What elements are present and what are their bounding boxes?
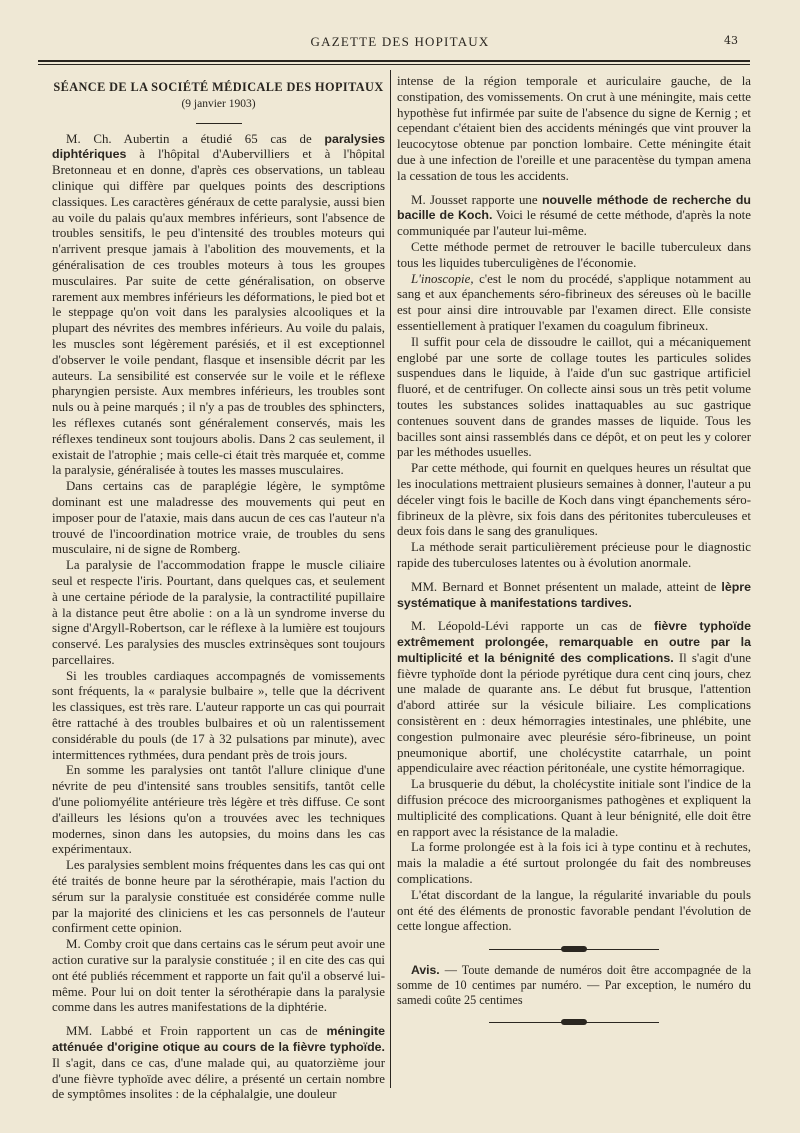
paragraph: Dans certains cas de paraplégie légère, le symptôme dominant est une maladresse des mouvements qui peut en imposer pour de l'ataxie, mais dans aucun de ces cas l'auteur n'a trouvé de l'incoordination motrice vraie, de troubles du sens musculaire, ni de signe de Romberg. [52, 479, 385, 557]
paragraph-jousset: M. Jousset rapporte une nouvelle méthode de recherche du bacille de Koch. Voici le résumé de cette méthode, d'après la note communiquée par l'auteur lui-même. [397, 192, 751, 239]
section-rule [196, 123, 242, 124]
page-header [0, 34, 800, 54]
paragraph: Il suffit pour cela de dissoudre le caillot, qui a mécaniquement englobé par une sorte de collage toutes les particules solides suspendues dans le liquide, à l'aide d'un suc gastrique artificiel fluoré, et de centrifuger. On collecte ainsi sous un très petit volume toutes les substances solides inattaquables au suc gastrique contenues souvent dans de grandes masses de liquide. Tous les bacilles sont ainsi rassemblés dans ce dépôt, et on peut les y colorer par les méthodes usuelles. [397, 334, 751, 460]
header-rule-thin [38, 64, 750, 65]
paragraph: La forme prolongée est à la fois ici à type continu et à rechutes, mais la maladie a été surtout prolongée du fait des nombreuses complications. [397, 840, 751, 887]
paragraph-labbe-froin: MM. Labbé et Froin rapportent un cas de méningite atténuée d'origine otique au cours de la fièvre typhoïde. Il s'agit, dans ce cas, d'une malade qui, au quatorzième jour d'une fièvre typhoïde avec délire, a présenté un certain nombre de symptômes insolites : de la céphalalgie, une douleur [52, 1024, 385, 1102]
paragraph: La méthode serait particulièrement précieuse pour le diagnostic rapide des tuberculoses latentes ou à évolution anormale. [397, 540, 751, 570]
paragraph: Cette méthode permet de retrouver le bacille tuberculeux dans tous les liquides tuberculigènes de l'économie. [397, 239, 751, 270]
subscription-notice: Avis. — Toute demande de numéros doit être accompagnée de la somme de 10 centimes par numéro. — Par exception, le numéro du samedi coûte 25 centimes [397, 963, 751, 1008]
section-date: (9 janvier 1903) [181, 97, 256, 110]
paragraph: Par cette méthode, qui fournit en quelques heures un résultat que les inoculations mettraient plusieurs semaines à donner, l'auteur a pu déceler vingt fois le bacille de Koch dans vingt épanchements séro-fibrineux de la plèvre, six fois dans des péritonites tuberculeuses et deux fois dans le sang des granuliques. [397, 461, 751, 539]
paragraph-aubertin: M. Ch. Aubertin a étudié 65 cas de paralysies diphtériques à l'hôpital d'Aubervilliers et à l'hôpital Bretonneau et en donne, d'après ces observations, un tableau clinique qui diffère par quelques points des descriptions classiques. Les caractères généraux de cette paralysie, aussi bien au voile du palais qu'aux membres inférieurs, sont l'absence de troubles sensitifs, le peu d'intensité des troubles moteurs qui n'arrivent presque jamais à l'abolition des mouvements, et la généralisation de ces troubles moteurs à tous les groupes musculaires. Par suite de cette généralisation, on observe rarement aux membres inférieurs les déformations, le pied bot et le steppage qu'on voit dans les paralysies alcooliques et la plupart des névrites des membres inférieurs. Au voile du palais, les muscles sont légèrement parésiés, et il est exceptionnel d'observer le voile pendant, flasque et insensible décrit par les auteurs. La sensibilité est conservée sur le voile et le réflexe pharyngien persiste. Aux membres inférieurs, les troubles sont nuls ou à peine marqués ; il n'y a pas de troubles des sphincters, les réflexes cutanés sont généralement conservés, mais les réflexes tendineux sont toujours abolis. Dans 2 cas seulement, il existait de l'atrophie ; mais celle-ci était très marquée et, comme la paralysie, généralisée à toutes les masses musculaires. [52, 131, 385, 478]
page-number: 43 [724, 34, 738, 47]
left-column [52, 74, 385, 1103]
header-rule-thick [38, 60, 750, 62]
section-title: SÉANCE DE LA SOCIÉTÉ MÉDICALE DES HOPITAUX [53, 80, 384, 94]
paragraph: Les paralysies semblent moins fréquentes dans les cas qui ont été traités de bonne heure par la sérothérapie, mais l'action du sérum sur la paralysie constituée est considérée comme nulle par la majorité des cliniciens et les cas personnels de l'auteur confirment cette opinion. [52, 858, 385, 936]
topic-heading: nouvelle méthode de recherche du bacille de Koch. [397, 192, 751, 223]
notice-label: Avis. [411, 963, 440, 978]
topic-heading: lèpre systématique à manifestations tardives. [397, 579, 751, 610]
ornament-divider [489, 945, 659, 953]
paragraph: La brusquerie du début, la cholécystite initiale sont l'indice de la diffusion précoce des microorganismes pathogènes et expliquent la multiplicité des complications. Quant à leur bénignité, elle doit être en rapport avec la résistance de la maladie. [397, 777, 751, 839]
topic-heading: paralysies diphtériques [52, 131, 385, 162]
paragraph-leopold-levi: M. Léopold-Lévi rapporte un cas de fièvre typhoïde extrêmement prolongée, remarquable en outre par la multiplicité et la bénignité des complications. Il s'agit d'une fièvre typhoïde dont la période pyrétique dura cent cinq jours, chez une malade de quarante ans. Le début fut brusque, l'attention d'abord attirée sur la vésicule biliaire. Les complications consistèrent en : deux hémorragies intestinales, une phlébite, une congestion pulmonaire avec pleurésie séro-fibrineuse, un point pneumonique abortif, une cholécystite catarrhale, un point appendiculaire avec réaction péritonéale, une cystite hémorragique. [397, 619, 752, 776]
ornament-divider [489, 1018, 659, 1026]
running-title: GAZETTE DES HOPITAUX [310, 34, 490, 49]
paragraph-comby: M. Comby croit que dans certains cas le sérum peut avoir une action curative sur la paralysie constituée ; il en cite des cas qui ont été publiés récemment et rapporte un fait qu'il a observé lui-même. Pour lui on doit tenter la sérothérapie dans la paralysie comme dans les autres manifestations de la diphtérie. [52, 937, 385, 1015]
paragraph: L'état discordant de la langue, la régularité invariable du pouls ont été des éléments de pronostic favorable pendant l'évolution de cette longue affection. [397, 887, 751, 934]
right-column [397, 74, 751, 1036]
paragraph: En somme les paralysies ont tantôt l'allure clinique d'une névrite de peu d'intensité sans troubles sensitifs, tantôt celle d'une poliomyélite antérieure très légère et très diffuse. Ce sont d'ailleurs les lésions qu'on a trouvées avec les techniques modernes, sinon dans les autopsies, du moins dans les cas expérimentaux. [52, 763, 385, 857]
paragraph-bernard-bonnet: MM. Bernard et Bonnet présentent un malade, atteint de lèpre systématique à manifestations tardives. [397, 579, 751, 610]
paragraph: La paralysie de l'accommodation frappe le muscle ciliaire seul et respecte l'iris. Pourtant, dans quelques cas, et seulement à une certaine période de la paralysie, la contractilité pupillaire à la distance peut être abolie : on a là un syndrome inverse du signe d'Argyll-Robertson, car le réflexe à la lumière est toujours conservé. Les paralysies des muscles extrinsèques sont toujours parcellaires. [52, 558, 385, 667]
paragraph: intense de la région temporale et auriculaire gauche, de la constipation, des vomissements. On crut à une méningite, mais cette hypothèse fut infirmée par suite de l'absence du signe de Kernig ; et cependant c'étaient bien des accidents méningés que vint prouver la leucocytose obtenue par ponction lombaire. Cette méningite était due à une infection de l'oreille et une paracentèse du tympan amena la cessation de tous les accidents. [397, 74, 751, 183]
topic-heading: fièvre typhoïde extrêmement prolongée, remarquable en outre par la multiplicité et la bénignité des complications. [397, 619, 751, 665]
paragraph: Si les troubles cardiaques accompagnés de vomissements sont fréquents, la « paralysie bulbaire », telle que la décrivent les classiques, est très rare. L'auteur rapporte un cas qui pourrait être rattaché à des troubles bulbaires et où un ralentissement considérable du pouls (de 17 à 32 pulsations par minute), avec intermittences rythmées, dura pendant près de trois jours. [52, 668, 385, 762]
column-divider [390, 70, 391, 1088]
topic-heading: méningite atténuée d'origine otique au cours de la fièvre typhoïde. [52, 1024, 385, 1055]
paragraph: L'inoscopie, c'est le nom du procédé, s'applique notamment au sang et aux épanchements séro-fibrineux des séreuses où le bacille est pour ainsi dire introuvable par l'examen direct. Elle consiste essentiellement à pratiquer l'examen du coagulum fibrineux. [397, 271, 751, 333]
